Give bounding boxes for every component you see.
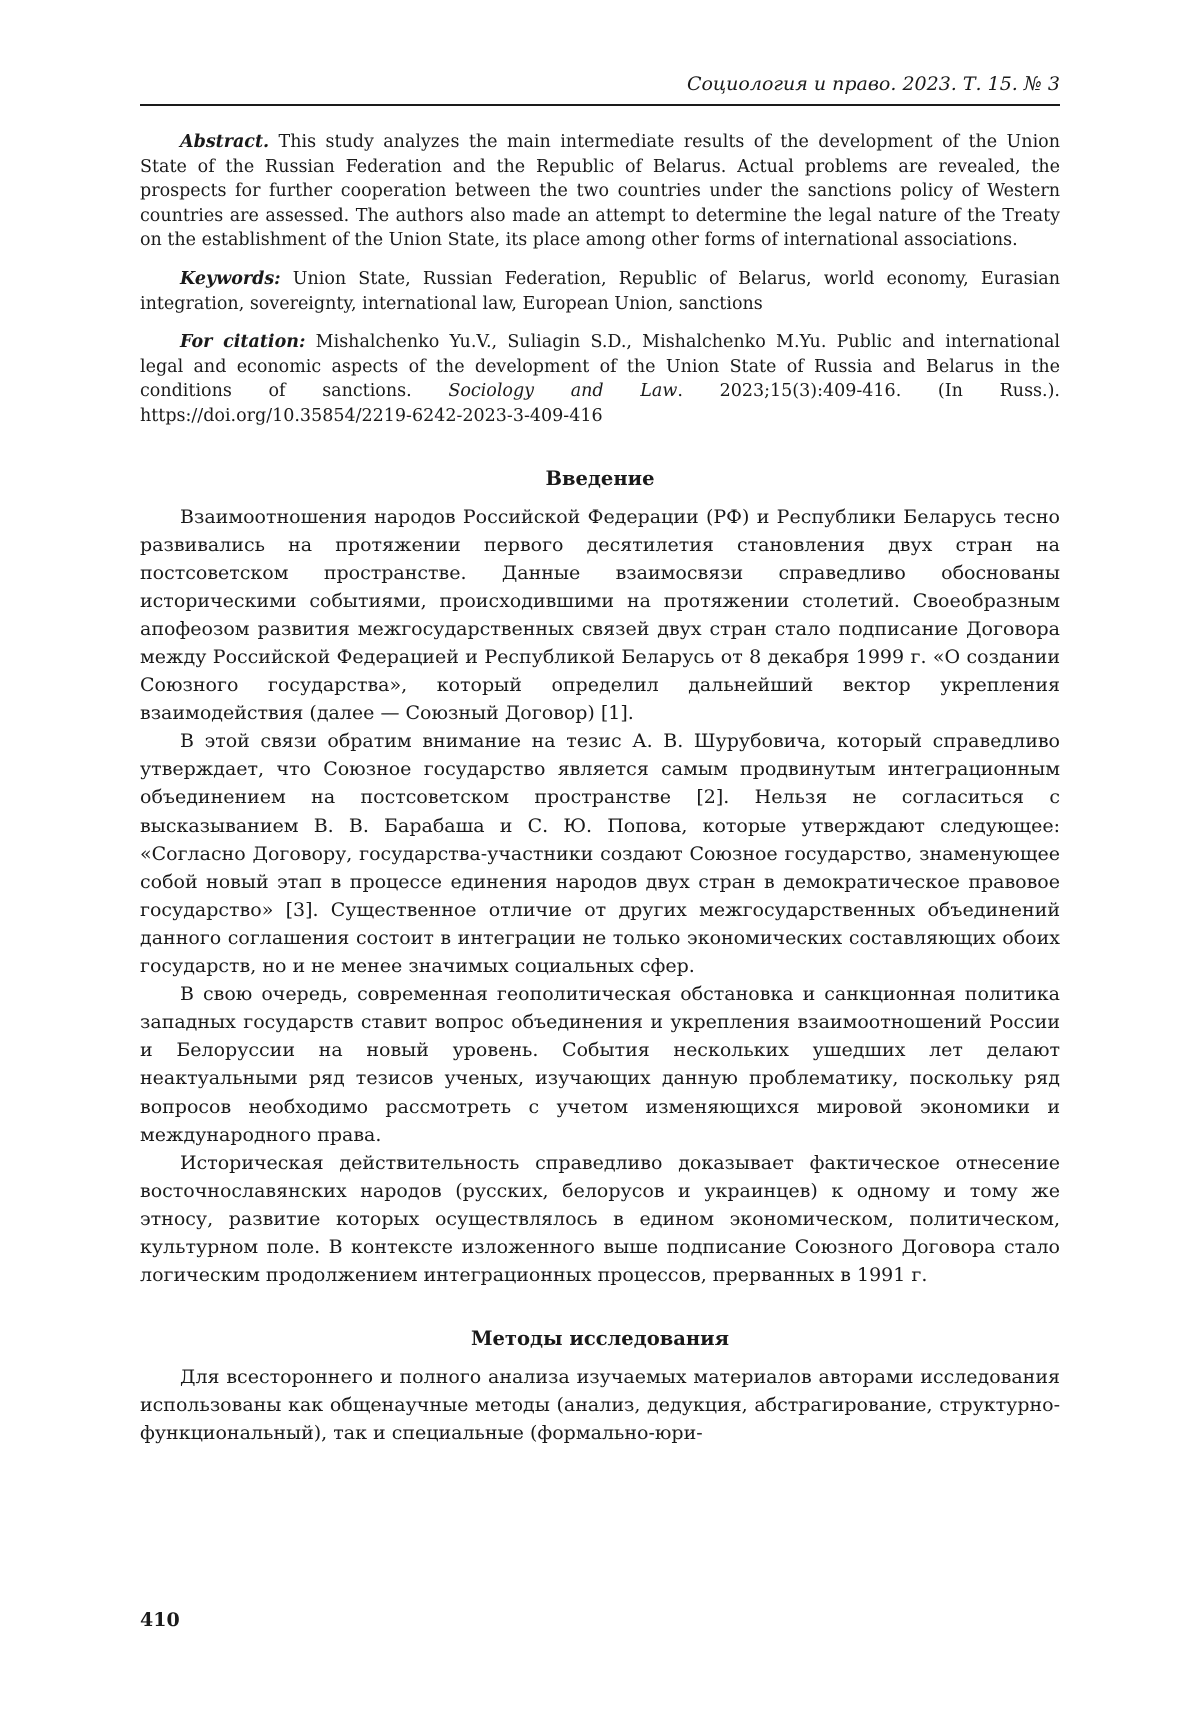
intro-body (140, 503, 1060, 1290)
page-number: 410 (140, 1609, 180, 1631)
intro-heading: Введение (545, 466, 655, 490)
citation-journal: Sociology and Law (448, 381, 678, 402)
abstract-block (140, 130, 1060, 429)
abstract-label: Abstract. (180, 132, 270, 152)
page (140, 70, 1060, 1447)
intro-paragraph: В этой связи обратим внимание на тезис А. В. Шурубовича, который справедливо утверждает, что Союзное государство является самым продвинутым интеграционным объединением на постсоветском пространстве [2]. Нельзя не согласиться с высказыванием В. В. Барабаша и С. Ю. Попова, которые утверждают следующее: «Согласно Договору, государства-участники создают Союзное государство, знаменующее собой новый этап в процессе единения народов двух стран в демократическое правовое государство» [3]. Существенное отличие от других межгосударственных объединений данного соглашения состоит в интеграции не только экономических составляющих обоих государств, но и не менее значимых социальных сфер. (140, 730, 1060, 978)
keywords-text: Union State, Russian Federation, Republic of Belarus, world economy, Eurasian integration, sovereignty, international law, European Union, sanctions (140, 268, 1060, 314)
citation-paragraph (140, 330, 1060, 428)
intro-paragraph: В свою очередь, современная геополитическая обстановка и санкционная политика западных государств ставит вопрос объединения и укрепления взаимоотношений России и Белоруссии на новый уровень. События нескольких ушедших лет делают неактуальными ряд тезисов ученых, изучающих данную проблематику, поскольку ряд вопросов необходимо рассмотреть с учетом изменяющихся мировой экономики и международного права. (140, 983, 1060, 1146)
citation-label: For citation: (180, 332, 306, 353)
abstract-text: This study analyzes the main intermediate results of the development of the Union State of the Russian Federation and the Republic of Belarus. Actual problems are revealed, the prospects for further cooperation between the two countries under the sanctions policy of Western countries are assessed. The authors also made an attempt to determine the legal nature of the Treaty on the establishment of the Union State, its place among other forms of international associations. (140, 132, 1060, 251)
running-head: Социология и право. 2023. Т. 15. № 3 (140, 70, 1060, 106)
keywords-paragraph (140, 267, 1060, 316)
intro-paragraph: Историческая действительность справедливо доказывает фактическое отнесение восточнославянских народов (русских, белорусов и украинцев) к одному и тому же этносу, развитие которых осуществлялось в едином экономическом, политическом, культурном поле. В контексте изложенного выше подписание Союзного Договора стало логическим продолжением интеграционных процессов, прерванных в 1991 г. (140, 1151, 1060, 1287)
citation-text: Mishalchenko Yu.V., Suliagin S.D., Mishalchenko M.Yu. Public and international legal and economic aspects of the development of the Union State of Russia and Belarus in the conditions of sanctions. (140, 332, 1060, 402)
intro-paragraph: Взаимоотношения народов Российской Федерации (РФ) и Республики Беларусь тесно развивались на протяжении первого десятилетия становления двух стран на постсоветском пространстве. Данные взаимосвязи справедливо обоснованы историческими событиями, происходившими на протяжении столетий. Своеобразным апофеозом развития межгосударственных связей двух стран стало подписание Договора между Российской Федерацией и Республикой Беларусь от 8 декабря 1999 г. «О создании Союзного государства», который определил дальнейший вектор укрепления взаимодействия (далее — Союзный Договор) [1]. (140, 505, 1060, 725)
citation-details: . 2023;15(3):409-416. (In Russ.). https://doi.org/10.35854/2219-6242-2023-3-409-416 (140, 381, 1060, 426)
methods-heading: Методы исследования (470, 1327, 730, 1351)
keywords-label: Keywords: (180, 268, 281, 289)
methods-paragraph: Для всестороннего и полного анализа изучаемых материалов авторами исследования использованы как общенаучные методы (анализ, дедукция, абстрагирование, структурно-функциональный), так и специальные (формально-юри- (140, 1366, 1060, 1445)
methods-body (140, 1363, 1060, 1447)
abstract-paragraph (140, 130, 1060, 253)
